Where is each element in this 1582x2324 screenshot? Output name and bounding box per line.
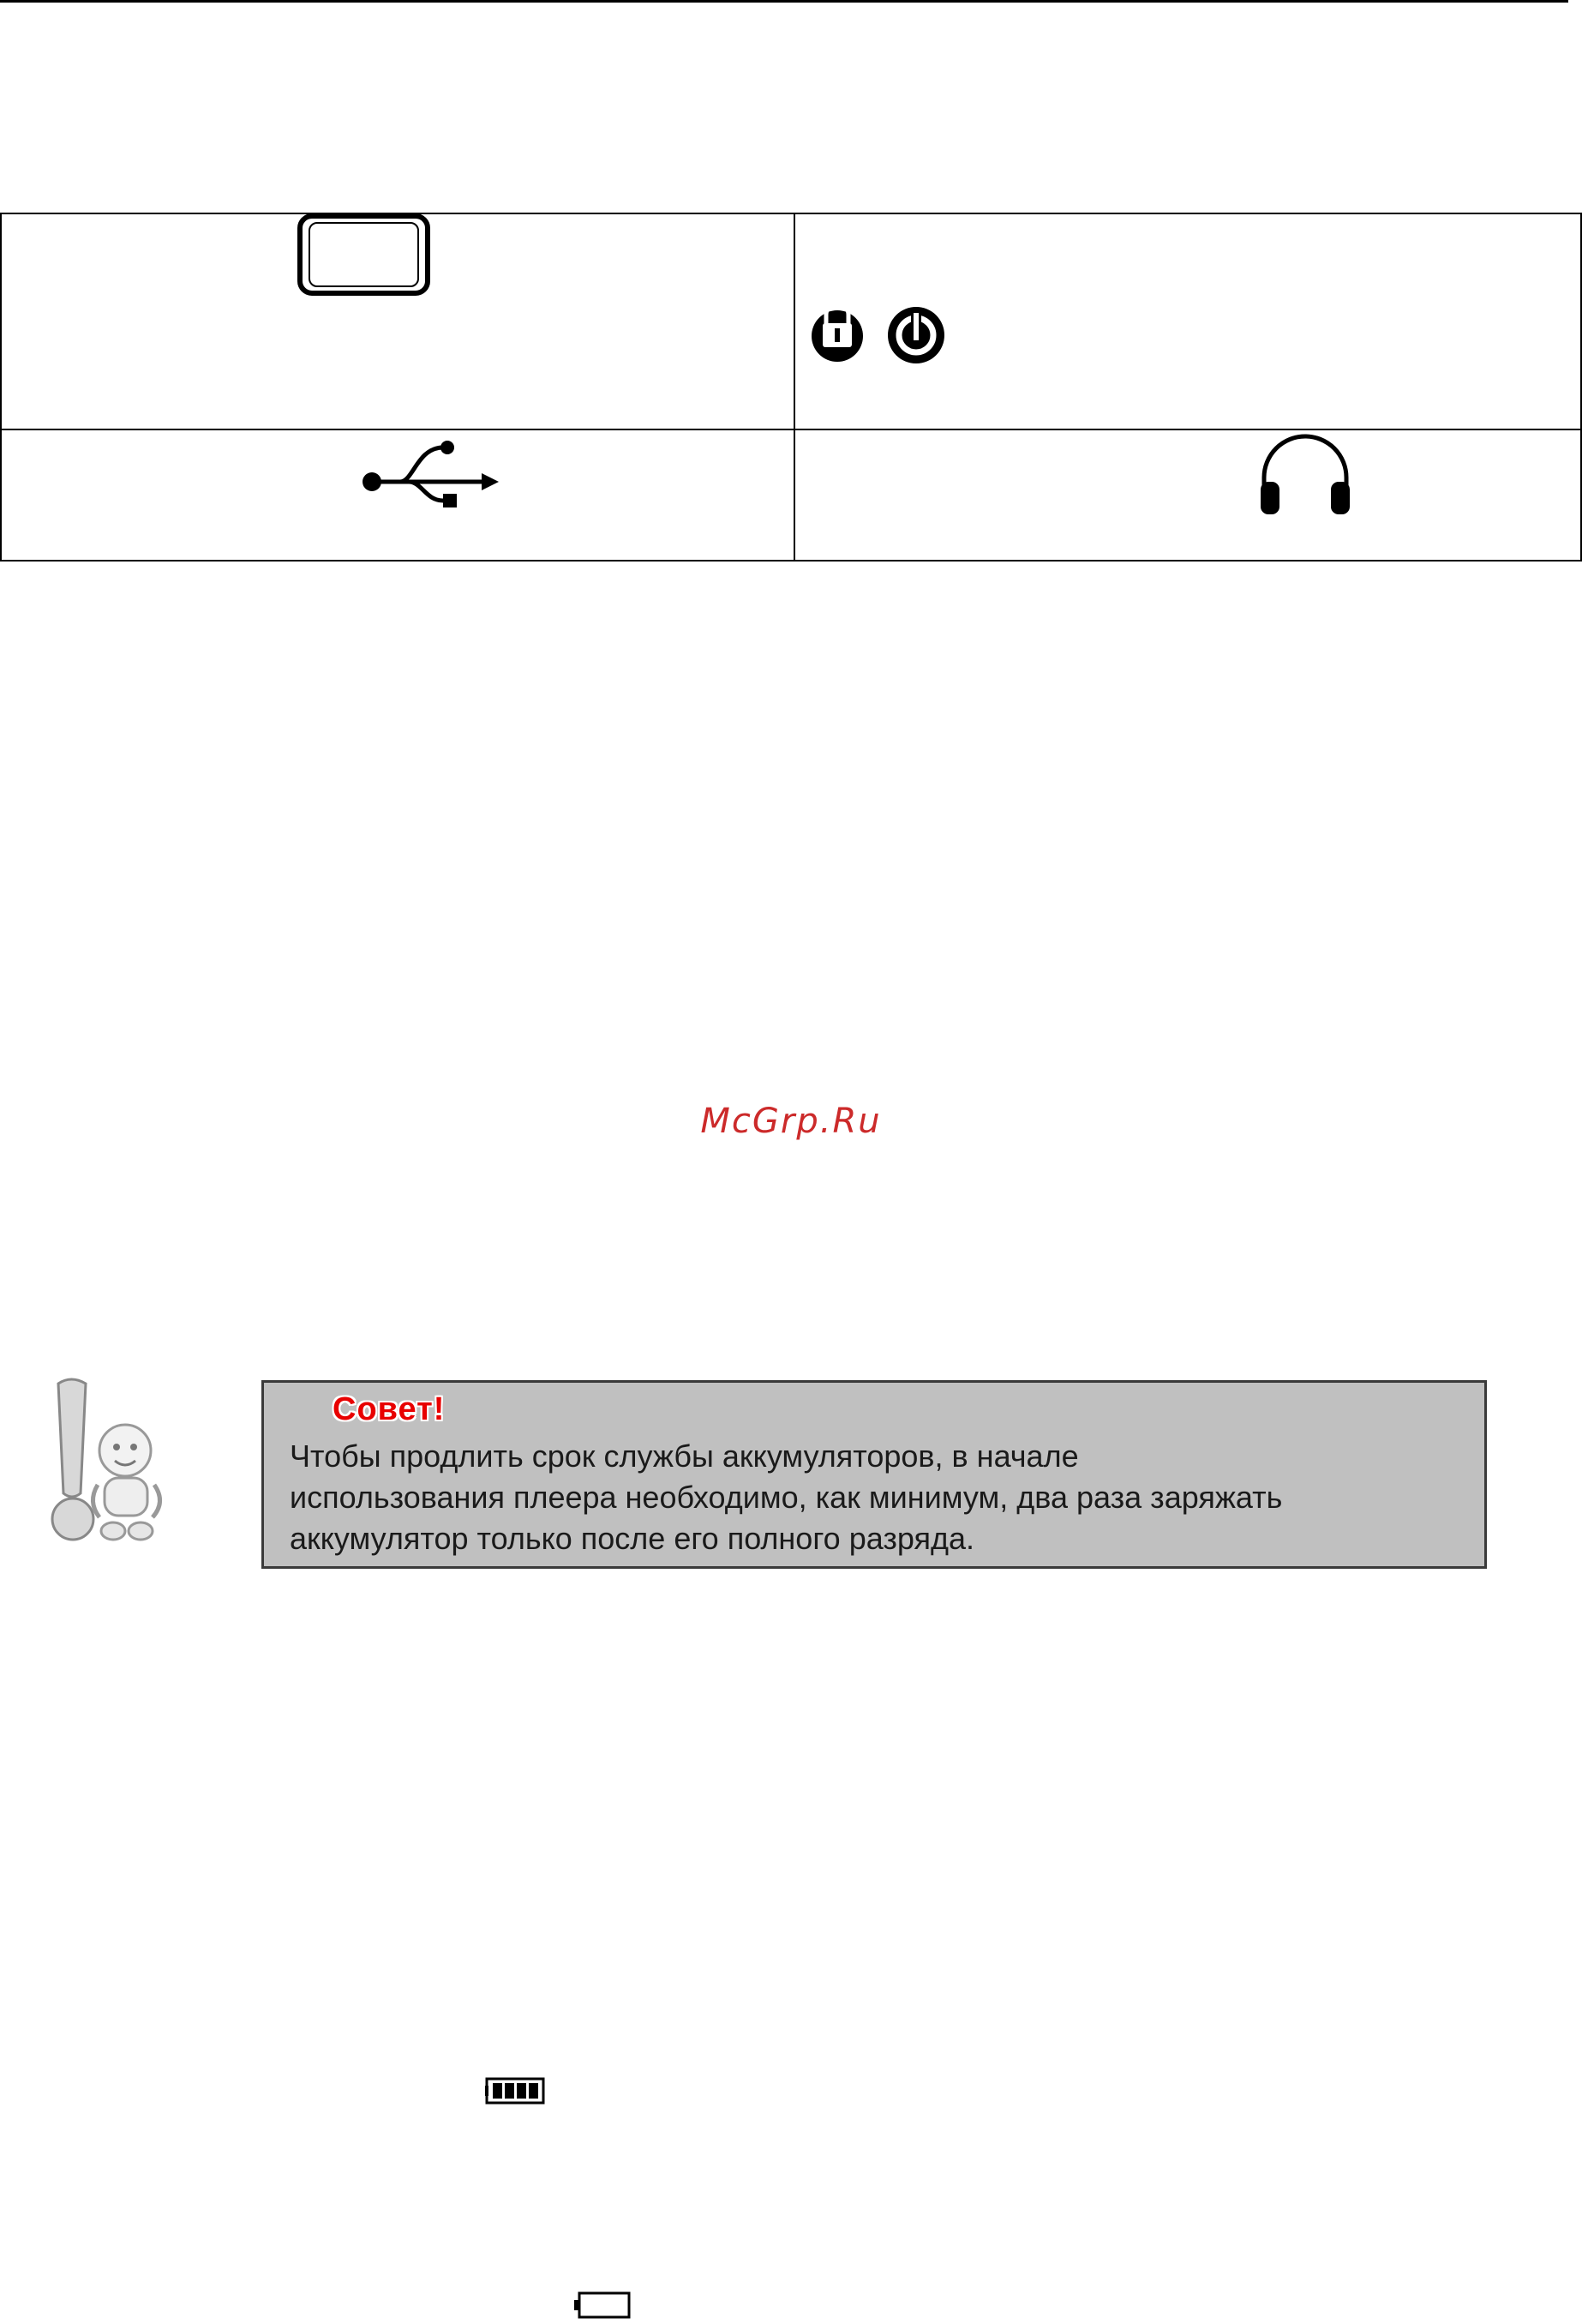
usb-icon <box>362 437 499 510</box>
cell-lock-power <box>794 213 1581 429</box>
icon-table <box>0 213 1582 561</box>
cell-usb <box>1 429 794 561</box>
tip-line: Чтобы продлить срок службы аккумуляторов, в начале <box>290 1438 1079 1474</box>
tip-title: Совет! <box>333 1391 446 1427</box>
button-frame-icon <box>297 214 430 296</box>
battery-full-icon <box>485 2077 549 2105</box>
tip-line: использования плеера необходимо, как минимум, два раза заряжать <box>290 1480 1283 1515</box>
exclamation-mascot-icon <box>33 1373 178 1545</box>
lock-icon <box>811 296 864 364</box>
battery-empty-icon <box>574 2291 632 2319</box>
tip-line: аккумулятор только после его полного разряда. <box>290 1521 974 1556</box>
cell-headphones <box>794 429 1581 561</box>
watermark: McGrp.Ru <box>700 1102 882 1141</box>
cell-button <box>1 213 794 429</box>
top-rule <box>0 0 1568 3</box>
power-icon <box>887 306 945 364</box>
tip-box <box>261 1380 1487 1569</box>
headphones-icon <box>1254 430 1357 516</box>
tip-body <box>290 1436 1481 1559</box>
